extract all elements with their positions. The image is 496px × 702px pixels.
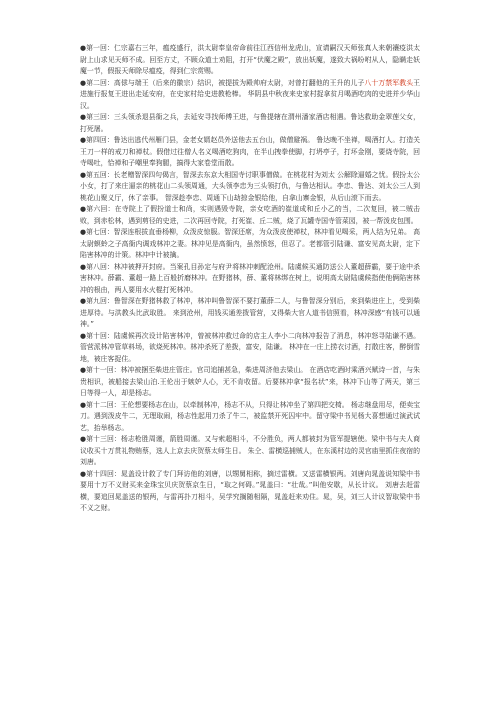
chapter-paragraph — [80, 78, 420, 113]
paragraph-text: ●第一回：仁宗嘉右三年，瘟疫盛行，洪太尉奉皇帝命前往江西信州龙虎山，宣请嗣汉天师张真人来朝禳疫洪太尉上山求见天师不成。回至方丈，不顾众道士劝阻，打开“伏魔之殿”，放出妖魔，遂致大祸吩咐从人，隐瞒走妖魔一节，假报天师除尽瘟疫，得到仁宗赏赐。 — [80, 44, 420, 75]
document-page — [80, 43, 420, 515]
paragraph-text: ●第十四回：晁盖设计救了专门拜访他的刘唐，以甥舅相称，摘过雷横。又送雷横银两。刘唐向晁盖说知梁中书要用十万不义财买来金珠宝贝庆贺蔡京生日，“取之何碍。”晁盖曰：“壮哉。”叫他安歇，从长计议。 刘唐去赶雷横，要追回晁盖送的银两，与雷再扑刀相斗，吴学究搁随相隔，晁盖赶来劝住。晁，吴，刘三人计议智取梁中书不义之财。 — [80, 469, 420, 512]
chapter-paragraph — [80, 365, 420, 400]
paragraph-text: ●第十二回：王伦想要杨志在山，以牵制林冲，杨志不从，只得让林冲坐了第四把交椅。 杨志继盘用尽，便卖宝刀。遇到泼皮牛二，无理取闹，杨志性起用刀杀了牛二，被监禁开死囚牢中。留守梁中书见杨大喜想通过演武试艺，抬举杨志。 — [80, 400, 420, 432]
paragraph-text: ●第三回：三头领杀退县衙之兵，去延安寻找师傅王进，与鲁提辖在渭州潘家酒店相遇。鲁达救助金翠莲父女，打死屠。 — [80, 113, 420, 133]
chapter-paragraph — [80, 400, 420, 435]
chapter-paragraph — [80, 434, 420, 469]
chapter-paragraph — [80, 296, 420, 331]
paragraph-text: ●第十一回：林冲被捆至柴进庄管庄。官司追捕甚急，柴进周济他去梁山。 在酒店吃酒时乘酒兴赋诗一首，与朱贵相识，被船接去梁山泊.王伦出于嫉妒人心，无不肯收留。后要林冲拿“报名状”来，林冲下山等了两天，第三日等得一人，却是杨志。 — [80, 366, 420, 397]
chapter-paragraph — [80, 135, 420, 170]
paragraph-text: ●第十三回：杨志枪胜周谨，箭胜周谨。又与索超相斗，不分胜负，两人都被封为管军提辖使。梁中书与夫人商议收买十万贯礼物贿蔡，选人上京去庆贺蔡太师生日。 朱仝、雷横巡捕贼人，在东溪村边的灵官庙里抓住夜宿的刘唐。 — [80, 435, 420, 466]
chapter-paragraph — [80, 227, 420, 262]
paragraph-text: ●第五回：长老赠智深四句偈言，智深去东京大相国寺讨职事僧做。在桃花村为刘太 公解除逼婚之忧。假扮太公小女，打了来庄逼亲的桃花山二头领周通，大头领李忠为三头领打仇，与鲁达相认。李忠、鲁达、刘太公三人到桃花山聚义厅，休了亲事。 智深趁李忠、周通下山劫掠金银给他，自拿山寨金银，从后山滚下而去。 — [80, 170, 420, 202]
paragraph-text: ●第八回：林冲被押开封府。当案孔目孙定与府尹将林冲刺配沧州。陆虞候买通防送公人董超薛霸，要于途中杀害林冲。薛霸、董超一路上百般折磨林冲。在野猪林，薛、董将林绑在树上，说明高太尉陆虞候指使他俩陷害林冲的根由，两人要用水火棍打死林冲。 — [80, 262, 420, 294]
chapter-paragraph — [80, 204, 420, 227]
chapter-paragraph — [80, 43, 420, 78]
paragraph-text: 王进施行报复王进出走延安府，在史家村给史进教枪棒。 华阴县中秋夜来史家村捉拿贫月喝酒吃肉的史进并少华山汉。 — [80, 78, 421, 110]
chapter-paragraph — [80, 112, 420, 135]
paragraph-text: ●第六回：在寺院上了假扮道士和尚，实则遇毁寺院，亲女吃酒的崔道成和丘小乙的当，二次复回，被二贼击败，到赤松林，遇到剪径的史进，二次再回寺院，打死崔、丘二贼，烧了瓦罐寺国寺管菜园，被一帮泼皮包围。 — [80, 205, 420, 225]
chapter-paragraph — [80, 331, 420, 366]
highlighted-text: 八十万禁军教头 — [364, 78, 414, 87]
chapter-summary-list — [80, 43, 420, 515]
chapter-paragraph — [80, 262, 420, 297]
paragraph-text: ●第七回：智深连根拔直垂杨柳，众泼皮惊服。智深还席，为众泼皮使禅杖，林冲看见喝采，两人结为兄弟。 高太尉螟蛉之子高衙内调戏林冲之妻。林冲见是高衙内，虽然愤怒，但忍了。老都管引陆谦、富安见高太尉，定下陷害林冲的计策。林冲中计被擒。 — [80, 228, 420, 259]
chapter-paragraph — [80, 170, 420, 205]
paragraph-text: ●第四回：鲁达出逃代州雁门县，金老女婿赵员外送他去五台山，做僧避祸。 鲁达晚不坐禅，喝酒打人。打造关王刀一样的戒刀和禅杖。假借过往僧人名义喝酒吃狗肉，在半山拽拳使脚，打坍亭子，打坏金刚，要烧寺院，回寺喝吐，恰禅和子嘲里奉狗腿，搞得大家卷堂而散。 — [80, 136, 420, 167]
paragraph-text: ●第十回：陆虞候再次设计陷害林冲，曾被林冲救过命的店主人李小二向林冲报告了消息，林冲怒寻陆谦不遇。 管营派林冲管草料场，欲烧死林冲。林冲杀死了差拨，富安，陆谦。 林冲在一庄上捞衣讨酒，打散庄客，醉倒雪地，被庄客捉住。 — [80, 331, 420, 363]
paragraph-text: ●第二回：高俅与端王（后来的徽宗）结识，被提拔为殿帅府太尉，对曾打翻他的王升的儿子 — [80, 78, 365, 87]
chapter-paragraph — [80, 469, 420, 515]
paragraph-text: ●第九回：鲁智深在野猪林救了林冲，林冲叫鲁智深不要打董薛二人，与鲁智深分别后，来到柴进庄上，受到柴进厚待。与洪教头比武取胜。 来到沧州，用钱买通差拨管营，又得柴大官人道书信照看，林冲深感“有钱可以通神。” — [80, 297, 420, 328]
